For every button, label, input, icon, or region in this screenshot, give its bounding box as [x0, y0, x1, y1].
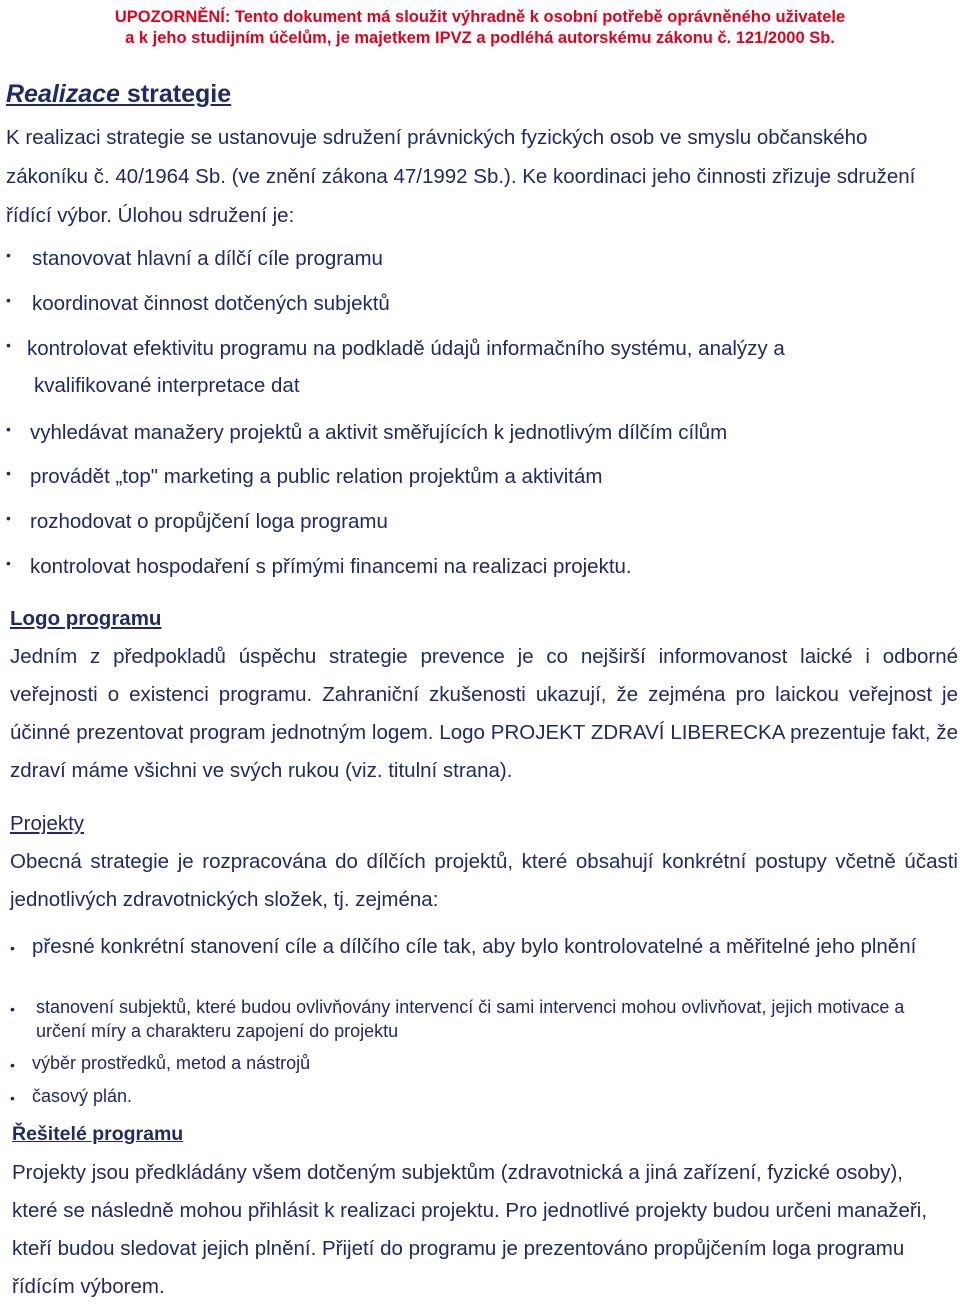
warning-line-2: a k jeho studijním účelům, je majetkem IPVZ a podléhá autorskému zákonu č. 121/2000 Sb. [125, 29, 835, 47]
bullet-icon: • [6, 510, 11, 526]
bullet-icon: • [10, 1057, 15, 1073]
bullet-icon: • [6, 292, 11, 308]
warning-line-1: UPOZORNĚNÍ: Tento dokument má sloužit výhradně k osobní potřebě oprávněného uživatele [114, 8, 846, 26]
title-italic-part: Realizace [6, 80, 120, 108]
bullet-icon: • [10, 940, 15, 956]
section-title-realizace [6, 80, 231, 109]
bullet-icon: • [10, 1001, 15, 1017]
bullet-icon: • [6, 555, 11, 571]
bullet-icon: • [10, 1090, 15, 1106]
section-title-resitele: Řešitelé programu [12, 1123, 184, 1145]
bullet-icon: • [6, 465, 11, 481]
section-title-projekty: Projekty [10, 812, 85, 835]
projekty-paragraph: Obecná strategie je rozpracována do dílčích projektů, které obsahují konkrétní postupy včetně účasti jednotlivých zdravotnických složek, tj. zejména: [10, 850, 958, 911]
bullet-icon: • [6, 337, 11, 353]
copyright-warning [0, 0, 960, 49]
title-rest-part: strategie [119, 80, 232, 108]
section-title-logo: Logo programu [10, 607, 162, 630]
logo-paragraph: Jedním z předpokladů úspěchu strategie prevence je co nejširší informovanost laické i odborné veřejnosti o existenci programu. Zahraniční zkušenosti ukazují, že zejména pro laickou veřejnost je účinné prezentovat program jednotným logem. Logo PROJEKT ZDRAVÍ LIBERECKA prezentuje fakt, že zdraví máme všichni ve svých rukou (viz. titulní strana). [10, 645, 958, 782]
intro-paragraph: K realizaci strategie se ustanovuje sdružení právnických fyzických osob ve smyslu občanského zákoníku č. 40/1964 Sb. (ve znění zákona 47/1992 Sb.). Ke koordinaci jeho činnosti zřizuje sdružení řídící výbor. Úlohou sdružení je: [6, 126, 916, 227]
bullet-icon: • [6, 247, 11, 263]
bullet-icon: • [6, 421, 11, 437]
resitele-paragraph: Projekty jsou předkládány všem dotčeným subjektům (zdravotnická a jiná zařízení, fyzické osoby), které se následně mohou přihlásit k realizaci projektu. Pro jednotlivé projekty budou určeni manažeři, kteří budou sledovat jejich plnění. Přijetí do programu je prezentováno propůjčením loga programu řídícím výborem. [12, 1161, 928, 1298]
